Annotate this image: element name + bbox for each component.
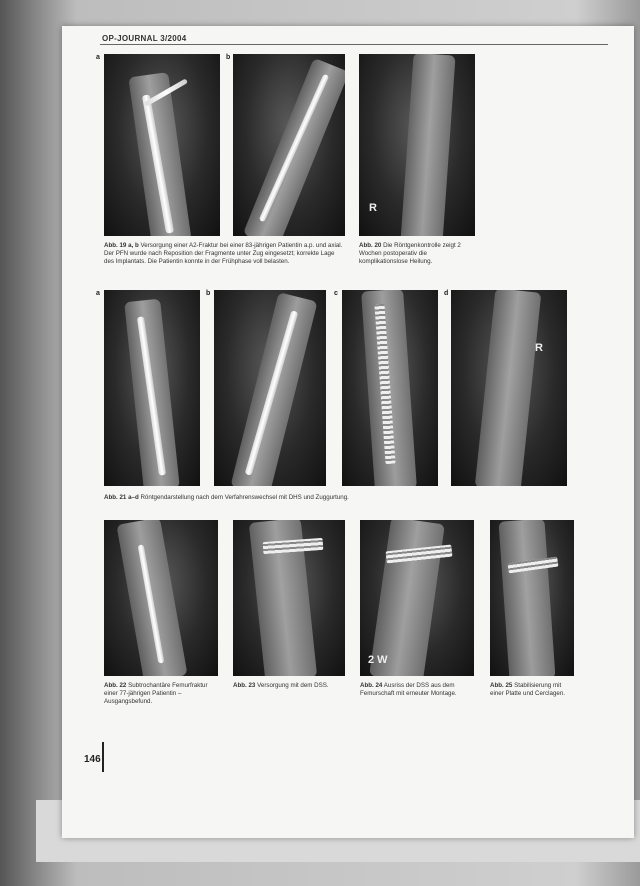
caption-ref: Abb. 24 — [360, 682, 383, 689]
xray-image — [104, 290, 200, 486]
caption-ref: Abb. 25 — [490, 682, 513, 689]
xray-image — [451, 290, 567, 486]
caption-text: Die Röntgenkontrolle zeigt 2 Wochen postoperativ die komplikationslose Heilung. — [359, 242, 461, 265]
figure-caption — [490, 682, 574, 698]
figure-caption — [359, 242, 475, 266]
xray-image — [360, 520, 474, 676]
figure-label: a — [96, 290, 100, 297]
figure-label: b — [206, 290, 211, 297]
header-rule — [100, 44, 608, 45]
xray-image — [490, 520, 574, 676]
side-marker: R — [535, 342, 543, 354]
figure-label: d — [444, 290, 449, 297]
xray-image — [342, 290, 438, 486]
figure-label: b — [226, 54, 231, 61]
caption-text: Versorgung einer A2-Fraktur bei einer 83-jährigen Patientin a.p. und axial. Der PFN wurde nach Reposition der Fragmente unter Zug eingesetzt; korrekte Lage des Implantats. Die Patientin konnte in der Frühphase voll belasten. — [104, 242, 343, 265]
caption-text: Stabilisierung mit einer Platte und Cerclagen. — [490, 682, 565, 697]
figure-label: c — [334, 290, 338, 297]
caption-ref: Abb. 23 — [233, 682, 256, 689]
page-number: 146 — [84, 754, 101, 765]
caption-text: Röntgendarstellung nach dem Verfahrenswechsel mit DHS und Zuggurtung. — [140, 494, 349, 501]
figure-label: a — [96, 54, 100, 61]
caption-ref: Abb. 22 — [104, 682, 127, 689]
figure-caption — [104, 242, 344, 266]
side-marker: R — [369, 202, 377, 214]
xray-image — [104, 54, 220, 236]
page-number-rule — [102, 742, 104, 772]
figure-caption — [233, 682, 345, 690]
caption-text: Subtrochantäre Femurfraktur einer 77-jährigen Patientin – Ausgangsbefund. — [104, 682, 208, 705]
figure-caption — [360, 682, 474, 698]
caption-text: Versorgung mit dem DSS. — [257, 682, 329, 689]
xray-image — [359, 54, 475, 236]
figure-caption — [104, 494, 504, 502]
time-marker: 2 W — [368, 654, 388, 666]
caption-ref: Abb. 19 a, b — [104, 242, 139, 249]
xray-image — [104, 520, 218, 676]
figure-caption — [104, 682, 218, 706]
xray-image — [233, 54, 345, 236]
xray-image — [214, 290, 326, 486]
caption-ref: Abb. 20 — [359, 242, 382, 249]
caption-text: Ausriss der DSS aus dem Femurschaft mit erneuter Montage. — [360, 682, 457, 697]
journal-header: OP-JOURNAL 3/2004 — [102, 34, 187, 43]
caption-ref: Abb. 21 a–d — [104, 494, 139, 501]
xray-image — [233, 520, 345, 676]
